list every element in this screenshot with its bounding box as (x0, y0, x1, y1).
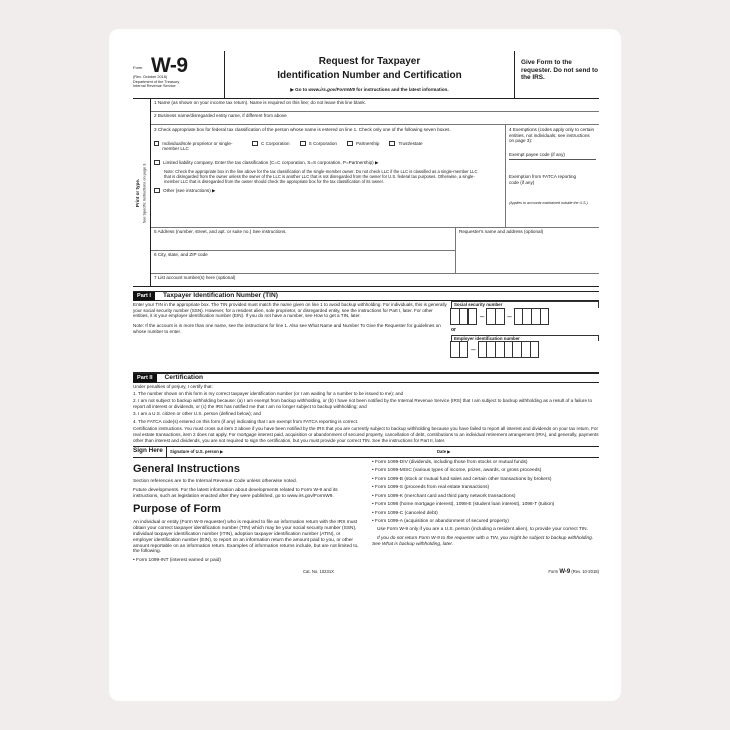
form-id-block (133, 51, 225, 98)
opt-ccorp[interactable] (252, 141, 290, 147)
ein-label: Employer identification number (451, 335, 599, 342)
purpose-text: An individual or entity (Form W-9 requester) who is required to file an information return with the IRS must obtain your correct taxpayer identification number (TIN) which may be your social security number (SSN), individual taxpayer identification number (ITIN), adoption taxpayer identification number (ATIN), or employer identification number (EIN), to report on an information return the amount paid to you, or other amount reportable on an information return. Examples of information returns include, but are not limited to, the following. (133, 519, 359, 555)
ssn-digit[interactable] (495, 308, 505, 325)
part1-title: Taxpayer Identification Number (TIN) (163, 291, 278, 299)
signature-field[interactable] (167, 449, 437, 454)
form-header (133, 51, 599, 99)
classification-options (154, 141, 502, 152)
document-card (109, 29, 621, 701)
ssn-digit[interactable] (468, 308, 478, 325)
opt-scorp-label: S Corporation (308, 140, 337, 146)
line7-label: 7 List account number(s) here (optional) (154, 275, 236, 280)
opt-trust[interactable] (389, 141, 422, 147)
checkbox[interactable] (389, 141, 395, 146)
fatca-applies-note: (Applies to accounts maintained outside the U.S.) (509, 201, 588, 206)
opt-llc-label: Limited liability company. Enter the tax classification (C=C corporation, S=S corporation, P=Partnership) ▶ (163, 160, 379, 166)
cert-item-2: 2. I am not subject to backup withholding because: (a) I am exempt from backup withholding, or (b) I have not been notified by the Internal Revenue Service (IRS) that I am subject to backup withholding as a result of a failure to report all interest or dividends, or (c) the IRS has notified me that I am no longer subject to backup withholding; and (133, 398, 593, 410)
instruction-prefix: ▶ Go to (290, 87, 309, 92)
line2-label: 2 Business name/disregarded entity name, if different from above (154, 113, 287, 118)
ein-dash: – (471, 345, 476, 355)
side-instructions (133, 99, 151, 286)
ssn-dash: – (479, 311, 485, 321)
opt-llc[interactable] (154, 160, 502, 166)
purpose-heading: Purpose of Form (133, 502, 222, 515)
exempt-payee-field[interactable] (509, 152, 596, 160)
bullet-1099-k: • Form 1099-K (merchant card and third party network transactions) (372, 493, 516, 499)
give-form-note: Give Form to the requester. Do not send to the IRS. (521, 59, 599, 82)
line6-city-field[interactable] (151, 251, 455, 274)
gi-future: Future developments. For the latest information about developments related to Form W-9 and its instructions, such as legislation enacted after they were published, go to www.irs.gov/FormW9. (133, 487, 338, 499)
instruction-suffix: for instructions and the latest information. (354, 87, 449, 92)
line1-label: 1 Name (as shown on your income tax return). Name is required on this line; do not leave this line blank. (154, 100, 366, 105)
line4-label: 4 Exemptions (codes apply only to certain entities, not individuals; see instructions on page 3): (509, 127, 595, 144)
form-title-line1: Request for Taxpayer (318, 56, 421, 67)
bullet-1099-misc: • Form 1099-MISC (various types of income, prizes, awards, or gross proceeds) (372, 468, 542, 474)
checkbox[interactable] (252, 141, 258, 146)
bullet-1099-b: • Form 1099-B (stock or mutual fund sales and certain other transactions by brokers) (372, 476, 552, 482)
rev-date: (Rev. October 2018) (133, 75, 168, 79)
opt-scorp[interactable] (300, 141, 337, 147)
line3-label: 3 Check appropriate box for federal tax classification of the person whose name is entered on line 1. Check only one of the following seven boxes. (154, 127, 451, 132)
tin-boxes (451, 301, 599, 372)
part1-header (133, 291, 599, 301)
line2-business-field[interactable] (151, 112, 599, 125)
form-footer (133, 569, 599, 577)
footer-form-word: Form (548, 569, 559, 575)
requester-field[interactable] (455, 228, 599, 273)
part1-note: Note: If the account is in more than one name, see the instructions for line 1. Also see What Name and Number To Give the Requester for guidelines on whose number to enter. (133, 323, 441, 334)
opt-trust-label: Trust/estate (398, 140, 423, 146)
signature-label: Signature of U.S. person ▶ (170, 448, 224, 454)
line5-label: 5 Address (number, street, and apt. or suite no.) See instructions. (154, 229, 287, 234)
checkbox[interactable] (154, 141, 159, 146)
ein-digit[interactable] (530, 341, 540, 358)
revision-info (133, 75, 179, 89)
ssn-dash: – (507, 311, 512, 321)
fatca-label: Exemption from FATCA reporting code (if any) (509, 173, 577, 185)
gi-left-column (133, 460, 360, 567)
opt-other-label: Other (see instructions) ▶ (163, 187, 216, 193)
cert-item-1: 1. The number shown on this form is my correct taxpayer identification number (or I am waiting for a number to be issued to me); and (133, 391, 404, 397)
part1-tag: Part I (133, 292, 155, 301)
bullet-1098: • Form 1098 (home mortgage interest), 1098-E (student loan interest), 1098-T (tuition) (372, 502, 555, 508)
see-specific-instructions: See Specific Instructions on page 3. (142, 162, 147, 223)
or-label: or (451, 326, 456, 333)
part2-body (133, 383, 599, 446)
footer-form-ref (548, 569, 599, 577)
fields-area (151, 99, 599, 286)
gi-right-column (372, 460, 599, 567)
cat-number: Cat. No. 10231X (303, 569, 334, 575)
sign-here-label: Sign Here (133, 447, 167, 457)
bullet-1099-int: • Form 1099-INT (interest earned or paid) (133, 557, 221, 563)
line7-account-field[interactable] (151, 274, 599, 286)
cert-instructions: Certification instructions. You must cross out item 2 above if you have been notified by the IRS that you are currently subject to backup withholding because you have failed to report all interest and dividends on your tax return. For real estate transactions, item 2 does not apply. For mortgage interest paid, acquisition or abandonment of secured property, cancellation of debt, contributions to an individual retirement arrangement (IRA), and generally, payments other than interest and dividends, you are not required to sign the certification, but you must provide your correct TIN. See the instructions for Part II, later. (133, 426, 599, 443)
part1-text (133, 301, 451, 372)
checkbox[interactable] (154, 160, 160, 165)
part2-intro: Under penalties of perjury, I certify that: (133, 384, 213, 389)
classification-area (151, 125, 505, 227)
ein-input[interactable] (451, 341, 599, 358)
part2-title: Certification (164, 373, 204, 381)
date-field[interactable] (437, 449, 599, 454)
requester-label: Requester's name and address (optional) (459, 229, 544, 234)
form-title-line2: Identification Number and Certification (277, 69, 462, 81)
opt-partnership-label: Partnership (355, 140, 380, 146)
opt-ccorp-label: C Corporation (261, 140, 290, 146)
fatca-field[interactable] (509, 174, 587, 185)
address-column (151, 228, 455, 273)
bullet-1099-a: • Form 1099-A (acquisition or abandonment of secured property) (372, 519, 509, 524)
form-instruction-link (225, 87, 514, 93)
exemptions-block (505, 125, 599, 227)
opt-other[interactable] (154, 188, 502, 194)
line6-label: 6 City, state, and ZIP code (154, 252, 208, 257)
gi-refs: Section references are to the Internal Revenue Code unless otherwise noted. (133, 479, 297, 485)
ssn-input[interactable] (451, 308, 599, 325)
opt-individual-label: Individual/sole proprietor or single-member LLC (162, 140, 233, 152)
bullet-1099-c: • Form 1099-C (canceled debt) (372, 510, 438, 516)
part2-tag: Part II (133, 374, 157, 383)
taxpayer-fields (133, 99, 599, 287)
address-rows (151, 228, 599, 274)
checkbox[interactable] (347, 141, 353, 146)
ssn-label: Social security number (451, 301, 599, 308)
instruction-url[interactable]: www.irs.gov/FormW9 (308, 87, 355, 92)
opt-partnership[interactable] (347, 141, 380, 147)
if-not-return-text: If you do not return Form W-9 to the requester with a TIN, you might be subject to backup withholding. See What is backup withholding, later. (372, 535, 594, 547)
use-form-text: Use Form W-9 only if you are a U.S. person (including a resident alien), to provide your correct TIN. (377, 527, 588, 533)
form-title-block (225, 51, 515, 98)
general-instructions (133, 460, 599, 567)
gi-heading: General Instructions (133, 462, 240, 475)
part1-body (133, 301, 599, 373)
signature-row (133, 446, 599, 458)
footer-rev: (Rev. 10-2018) (571, 569, 599, 575)
ssn-digit[interactable] (540, 308, 550, 325)
irs-label: Internal Revenue Service (133, 84, 176, 89)
part1-instructions: Enter your TIN in the appropriate box. The TIN provided must match the name given on line 1 to avoid backup withholding. For individuals, this is generally your social security number (SSN). However, for a resident alien, sole proprietor, or disregarded entity, see the instructions for Part I, later. For other entities, it is your employer identification number (EIN). If you do not have a number, see How to get a TIN, later. (133, 302, 447, 319)
line1-name-field[interactable] (151, 99, 599, 112)
bullet-1099-div: • Form 1099-DIV (dividends, including those from stocks or mutual funds) (372, 459, 528, 465)
form-word: Form (133, 65, 143, 70)
form-number: W-9 (151, 54, 188, 77)
opt-individual[interactable] (154, 141, 242, 152)
line3-classification (151, 125, 599, 228)
bullet-1099-s: • Form 1099-S (proceeds from real estate transactions) (372, 485, 490, 491)
date-label: Date ▶ (437, 448, 451, 454)
checkbox[interactable] (300, 141, 306, 146)
footer-form-number: W-9 (559, 569, 571, 576)
llc-note: Note: Check the appropriate box in the line above for the tax classification of the single-member owner. Do not check LLC if the LLC is classified as a single-member LLC that is disregarded from the owner unless the owner of the LLC is another LLC that is not disregarded from the owner for U.S. federal tax purposes. Otherwise, a single-member LLC that is disregarded from the owner should check the appropriate box for the tax classification of its owner. (164, 168, 478, 185)
ein-digit[interactable] (459, 341, 469, 358)
exempt-payee-label: Exempt payee code (if any) (509, 152, 565, 158)
cert-item-3: 3. I am a U.S. citizen or other U.S. person (defined below); and (133, 411, 261, 417)
cert-item-4: 4. The FATCA code(s) entered on this form (if any) indicating that I am exempt from FATCA reporting is correct. (133, 418, 359, 424)
w9-form (133, 51, 599, 577)
line5-address-field[interactable] (151, 228, 455, 251)
print-or-type: Print or type. (135, 178, 141, 207)
part2-header (133, 373, 599, 383)
department: Department of the Treasury (133, 79, 180, 84)
checkbox[interactable] (154, 188, 160, 193)
